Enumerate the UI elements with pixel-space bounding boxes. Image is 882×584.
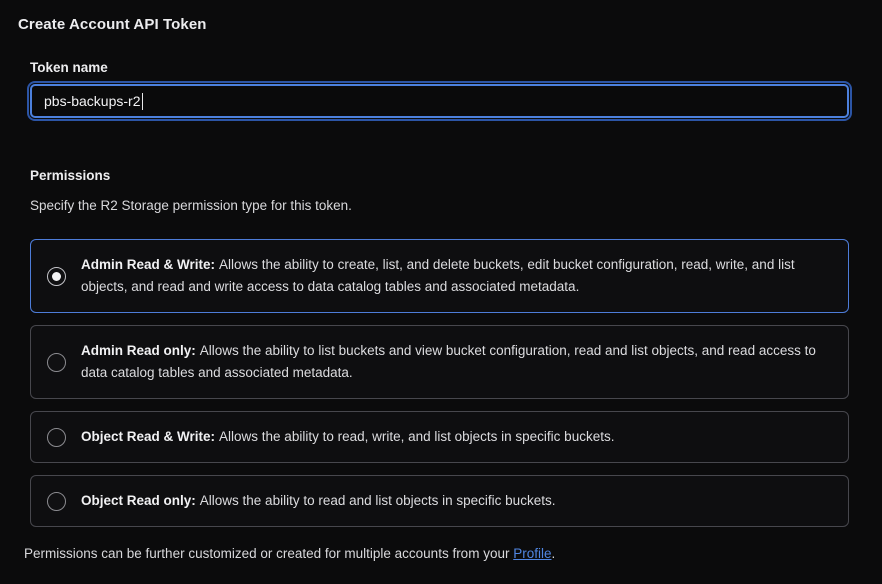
token-name-label: Token name: [30, 60, 108, 75]
permission-option-description: Allows the ability to list buckets and view bucket configuration, read and list objects, and read access to data catalog tables and associated metadata.: [81, 343, 816, 380]
permission-option-text: [81, 340, 832, 384]
permission-option-text: [81, 254, 832, 298]
token-form: [30, 60, 849, 527]
permission-option-description: Allows the ability to read, write, and list objects in specific buckets.: [219, 429, 615, 444]
permission-option-label: Object Read only:: [81, 493, 196, 508]
radio-button-icon[interactable]: [47, 267, 66, 286]
permission-option-description: Allows the ability to read and list objects in specific buckets.: [199, 493, 556, 508]
footer-text: Permissions can be further customized or created for multiple accounts from your: [24, 546, 514, 561]
token-name-input[interactable]: [30, 84, 849, 118]
permission-option-label: Object Read & Write:: [81, 429, 216, 444]
footer-text-period: .: [551, 546, 556, 561]
permissions-heading: Permissions: [30, 168, 111, 183]
permission-option-description: Allows the ability to create, list, and delete buckets, edit bucket configuration, read, write, and list objects, and read and write access to data catalog tables and associated metadata.: [81, 257, 795, 294]
radio-button-icon[interactable]: [47, 428, 66, 447]
page-title: Create Account API Token: [18, 16, 207, 33]
permissions-footer-note: [24, 546, 849, 561]
create-account-api-token-page: [0, 16, 882, 584]
permission-option-text: [81, 490, 555, 512]
permission-option-label: Admin Read & Write:: [81, 257, 216, 272]
profile-link[interactable]: Profile: [513, 546, 552, 561]
permission-option-label: Admin Read only:: [81, 343, 196, 358]
permission-option-admin-read-write[interactable]: [30, 239, 849, 313]
text-caret-icon: [142, 93, 144, 110]
token-name-value: pbs-backups-r2: [44, 93, 141, 109]
radio-button-icon[interactable]: [47, 353, 66, 372]
radio-button-icon[interactable]: [47, 492, 66, 511]
permission-option-object-read-write[interactable]: [30, 411, 849, 463]
permission-option-admin-read-only[interactable]: [30, 325, 849, 399]
permissions-option-list: [30, 239, 849, 527]
permissions-description: Specify the R2 Storage permission type for this token.: [30, 198, 352, 213]
permission-option-object-read-only[interactable]: [30, 475, 849, 527]
permission-option-text: [81, 426, 614, 448]
